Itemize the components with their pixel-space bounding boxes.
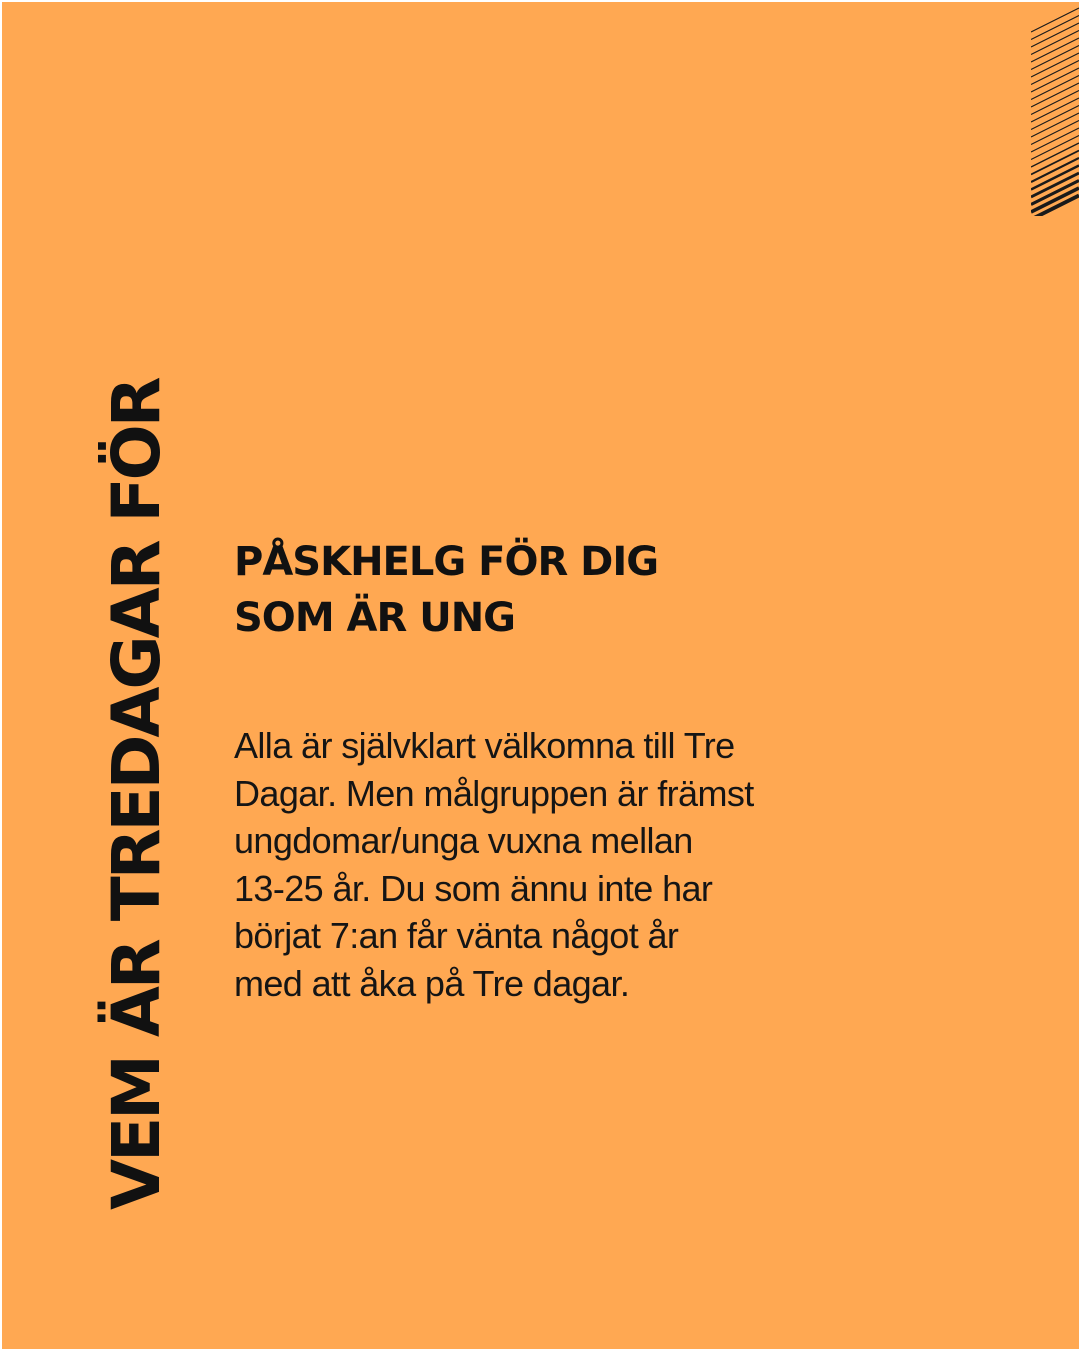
body-line: ungdomar/unga vuxna mellan — [234, 820, 693, 861]
body-line: med att åka på Tre dagar. — [234, 962, 630, 1004]
body-line: börjat 7:an får vänta något år — [234, 915, 679, 956]
heading-line: SOM ÄR UNG — [234, 595, 516, 641]
body-line: Dagar. Men målgruppen är främst — [234, 772, 754, 814]
diagonal-stripes-icon — [1031, 2, 1079, 216]
info-card — [2, 2, 1079, 1349]
heading-line: PÅSKHELG FÖR DIG — [234, 539, 659, 585]
body-line: 13-25 år. Du som ännu inte har — [234, 867, 713, 909]
body-line: Alla är självklart välkomna till Tre — [234, 725, 735, 766]
page-heading — [234, 534, 658, 646]
body-paragraph — [234, 722, 754, 1007]
side-title: VEM ÄR TREDAGAR FÖR — [98, 379, 175, 1210]
